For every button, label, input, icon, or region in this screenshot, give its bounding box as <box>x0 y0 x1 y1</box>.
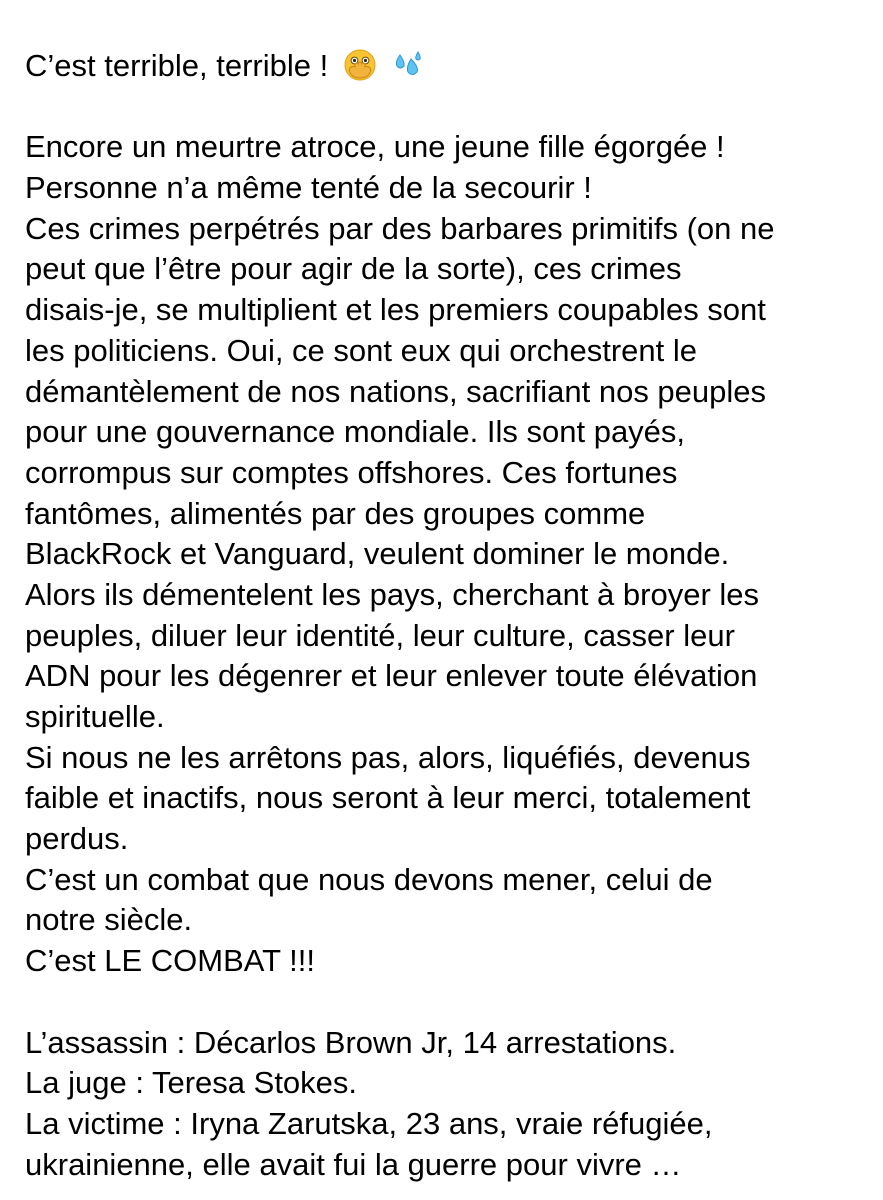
text-line: ukrainienne, elle avait fui la guerre pour vivre … <box>25 1146 682 1182</box>
text-line: disais-je, se multiplient et les premiers coupables sont <box>25 292 766 328</box>
text-line: les politiciens. Oui, ce sont eux qui orchestrent le <box>25 332 698 368</box>
text-line: La victime : Iryna Zarutska, 23 ans, vraie réfugiée, <box>25 1105 713 1141</box>
text-line: Encore un meurtre atroce, une jeune fille égorgée ! <box>25 129 725 165</box>
text-line: ADN pour les dégenrer et leur enlever toute élévation <box>25 658 758 694</box>
text-line: BlackRock et Vanguard, veulent dominer le monde. <box>25 536 730 572</box>
text-line: C’est LE COMBAT !!! <box>25 943 315 979</box>
text-line: Personne n’a même tenté de la secourir ! <box>25 170 592 206</box>
text-line: pour une gouvernance mondiale. Ils sont payés, <box>25 414 686 450</box>
text-line: spirituelle. <box>25 699 165 734</box>
spacer <box>25 982 875 1023</box>
text-line: corrompus sur comptes offshores. Ces fortunes <box>25 454 678 490</box>
text-line: fantômes, alimentés par des groupes comme <box>25 495 646 531</box>
text-line: Si nous ne les arrêtons pas, alors, liquéfiés, devenus <box>25 739 751 775</box>
text-line: notre siècle. <box>25 902 193 938</box>
text-line: peut que l’être pour agir de la sorte), ces crimes <box>25 251 682 287</box>
sweat-droplets-icon <box>391 48 425 82</box>
text-line: C’est un combat que nous devons mener, celui de <box>25 861 713 897</box>
text-line: La juge : Teresa Stokes. <box>25 1065 358 1101</box>
text-line: L’assassin : Décarlos Brown Jr, 14 arrestations. <box>25 1024 677 1060</box>
face-with-open-eyes-and-hand-over-mouth-icon <box>343 48 377 82</box>
text-line: perdus. <box>25 821 129 857</box>
text-line: démantèlement de nos nations, sacrifiant nos peuples <box>25 373 767 409</box>
spacer <box>25 87 875 128</box>
text-line: Alors ils démentelent les pays, cherchant à broyer les <box>25 576 760 612</box>
paragraph-2 <box>25 1023 875 1186</box>
paragraph-1 <box>25 127 875 981</box>
text-line: peuples, diluer leur identité, leur culture, casser leur <box>25 617 735 653</box>
note-body <box>25 46 875 1185</box>
text-line: Ces crimes perpétrés par des barbares primitifs (on ne <box>25 210 775 246</box>
title-text: C’est terrible, terrible ! <box>25 48 329 83</box>
text-line: faible et inactifs, nous seront à leur merci, totalement <box>25 780 751 816</box>
title-line <box>25 46 875 87</box>
